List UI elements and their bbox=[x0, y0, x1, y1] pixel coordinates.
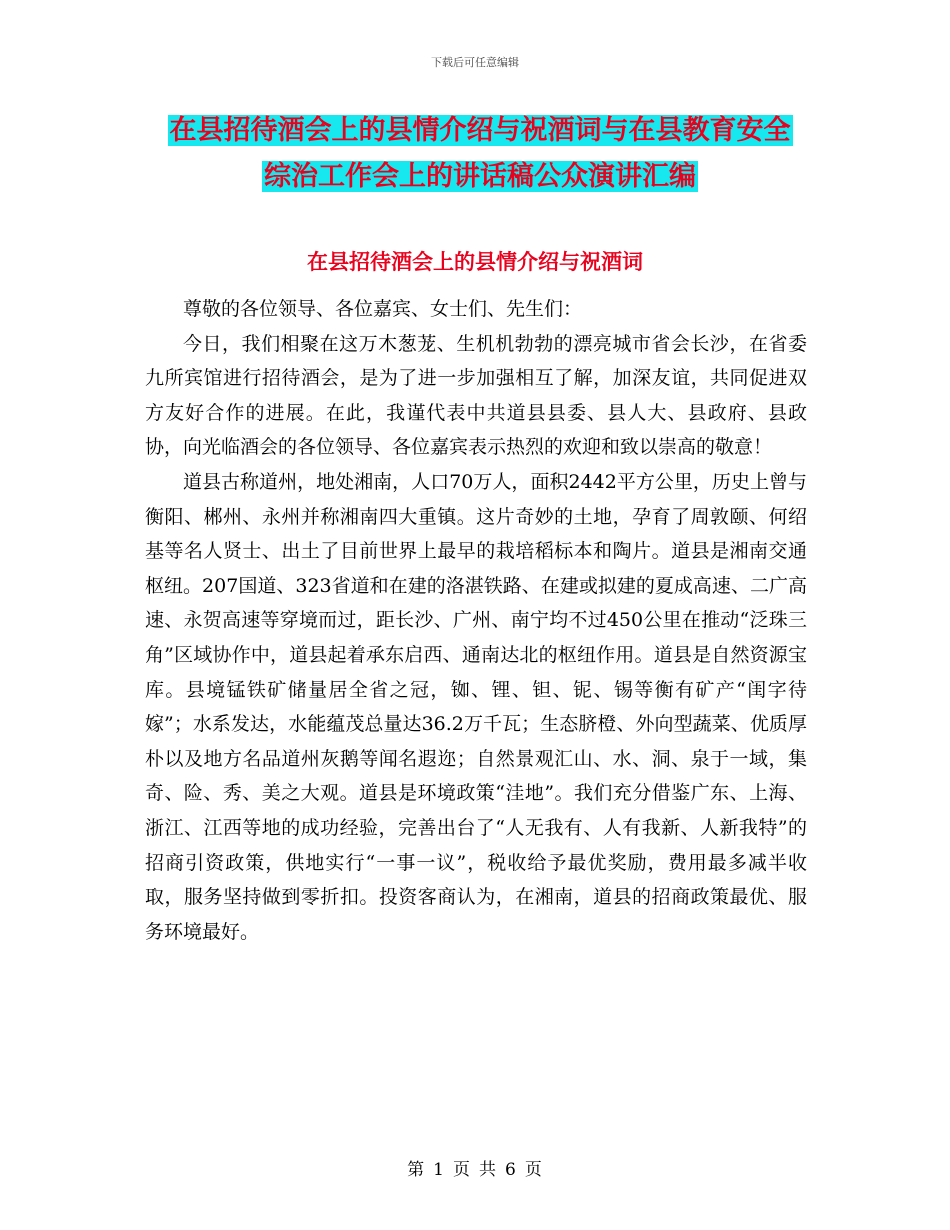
page-footer bbox=[0, 1155, 950, 1180]
footer-total-pages: 6 bbox=[505, 1160, 517, 1180]
footer-label-mid1: 页 bbox=[453, 1160, 471, 1180]
paragraph-county-intro: 道县古称道州，地处湘南，人口70万人，面积2442平方公里，历史上曾与衡阳、郴州、永州并称湘南四大重镇。这片奇妙的土地，孕育了周敦颐、何绍基等名人贤士、出土了目前世界上最早的栽培稻标本和陶片。道县是湘南交通枢纽。207国道、323省道和在建的洛湛铁路、在建或拟建的夏成高速、二广高速、永贺高速等穿境而过，距长沙、广州、南宁均不过450公里在推动“泛珠三角”区域协作中，道县起着承东启西、通南达北的枢纽作用。道县是自然资源宝库。县境锰铁矿储量居全省之冠，铷、锂、钽、铌、锡等衡有矿产“闺字待嫁”；水系发达，水能蕴茂总量达36.2万千瓦；生态脐橙、外向型蔬菜、优质厚朴以及地方名品道州灰鹅等闻名遐迩；自然景观汇山、水、洞、泉于一域，集奇、险、秀、美之大观。道县是环境政策“洼地”。我们充分借鉴广东、上海、浙江、江西等地的成功经验，完善出台了“人无我有、人有我新、人新我特”的招商引资政策，供地实行“一事一议”，税收给予最优奖励，费用最多减半收取，服务坚持做到零折扣。投资客商认为，在湘南，道县的招商政策最优、服务环境最好。 bbox=[145, 470, 807, 943]
paragraph-salutation: 尊敬的各位领导、各位嘉宾、女士们、先生们： bbox=[183, 298, 583, 320]
footer-label-mid2: 共 bbox=[479, 1160, 497, 1180]
title-line-1-text: 在县招待酒会上的县情介绍与祝酒词与在县教育安全 bbox=[169, 115, 791, 146]
title-line-1 bbox=[150, 108, 810, 154]
header-note: 下载后可任意编辑 bbox=[431, 56, 519, 69]
paragraph-welcome: 今日，我们相聚在这万木葱茏、生机机勃勃的漂亮城市省会长沙，在省委九所宾馆进行招待酒会，是为了进一步加强相互了解，加深友谊，共同促进双方友好合作的进展。在此，我谨代表中共道县县委、县人大、县政府、县政协，向光临酒会的各位领导、各位嘉宾表示热烈的欢迎和致以崇高的敬意！ bbox=[145, 332, 807, 459]
footer-label-pre: 第 bbox=[407, 1160, 426, 1180]
title-line-2-text: 综治工作会上的讲话稿公众演讲汇编 bbox=[264, 161, 696, 192]
document-title bbox=[150, 108, 810, 200]
footer-page-number: 1 bbox=[433, 1160, 445, 1180]
body-content bbox=[145, 292, 807, 949]
title-line-2 bbox=[150, 154, 810, 200]
section-title: 在县招待酒会上的县情介绍与祝酒词 bbox=[307, 250, 643, 274]
footer-label-post: 页 bbox=[524, 1160, 543, 1180]
